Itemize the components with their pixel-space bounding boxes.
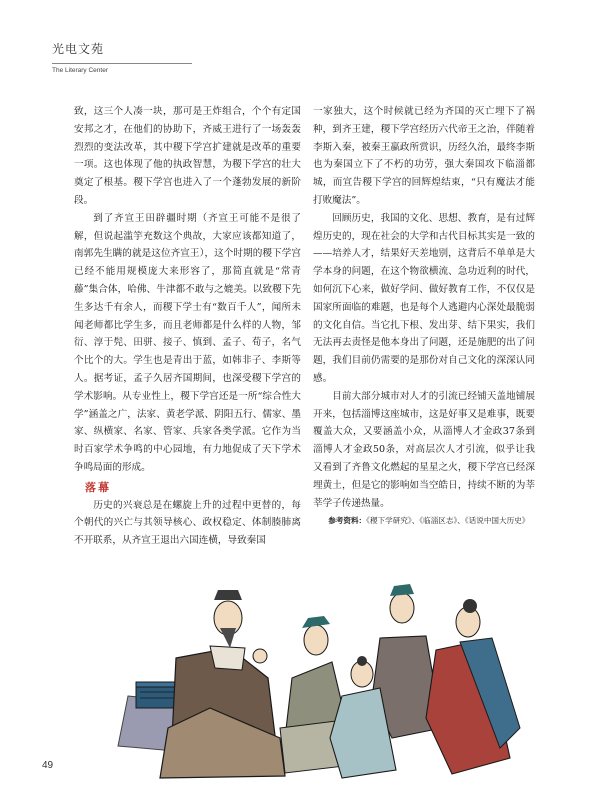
- references: [313, 514, 535, 528]
- book-stack-icon: [136, 682, 178, 708]
- paragraph: 致，这三个人凑一块，那可是王炸组合，个个有定国安邦之才，在他们的协助下，齐威王进行了一场轰轰烈烈的变法改革，其中稷下学宫扩建就是改革的重要一项。这也体现了他的执政智慧，为稷下学宫的壮大奠定了根基。稷下学宫也进入了一个蓬勃发展的新阶段。: [74, 106, 301, 206]
- section-heading: 落幕: [85, 480, 111, 494]
- scholars-teaching-illustration: [80, 578, 560, 793]
- references-label: 参考资料：: [328, 516, 367, 526]
- references-list: 《稷下学研究》、《临淄区志》、《话说中国大历史》: [366, 516, 530, 526]
- right-text-column: [313, 103, 535, 528]
- header-divider: [52, 63, 192, 64]
- master-scholar-figure: [160, 590, 285, 778]
- magazine-section-title: 光电文苑: [52, 42, 105, 56]
- student-figure: [426, 599, 520, 774]
- left-text-column: [74, 103, 301, 550]
- running-header: [52, 40, 192, 74]
- paragraph: 回顾历史，我国的文化、思想、教育，是有过辉煌历史的，现在社会的大学和古代目标其实是一致的——培养人才，结果好天差地别，这背后不单单是大学本身的问题，在这个物欲横流、急功近利的时代，如何沉下心来，做好学问、做好教育工作，不仅仅是国家所面临的难题，也是每个人逃避内心深处最脆弱的文化自信。当它扎下根、发出芽、结下果实，我们无法再去责怪是他本身出了问题，还是施肥的出了问题，我们目前仍需要的是那份对自己文化的深深认同感。: [313, 212, 535, 384]
- paragraph: 历史的兴衰总是在螺旋上升的过程中更替的，每个朝代的兴亡与其领导核心、政权稳定、体制腠肺离不开联系，从齐宣王退出六国连横，导致秦国: [74, 499, 301, 547]
- paragraph: 目前大部分城市对人才的引流已经铺天盖地铺展开来，包括淄博这座城市，这是好事又是难事，既要覆盖大众，又要涵盖小众，从淄博人才金政37条到淄博人才金政50条，对高层次人才引流，似乎让我又看到了齐鲁文化燃起的星星之火，稷下学宫已经深埋黄土，但是它的影响如当空皓日，持续不断的为莘莘学子传递热量。: [313, 390, 535, 509]
- paragraph: 到了齐宣王田辟疆时期（齐宣王可能不是很了解，但说起滥竽充数这个典故，大家应该都知道了，南郭先生瞒的就是这位齐宣王），这个时期的稷下学宫已经不能用规模庞大来形容了，那简直就是“常青藤”集合体，哈佛、牛津都不敢与之媲美。以致稷下先生多达千有余人，而稷下学士有“数百千人”，闻所未闻老师都比学生多，而且老师都是什么样的人物，邹衍、淳于髡、田骈、接子、慎到、孟子、荀子，名气个比个的大。学生也是青出于蓝，如韩非子、李斯等人。据考证，孟子久居齐国期间，也深受稷下学宫的学术影响。从专业性上，稷下学宫还是一所“综合性大学”涵盖之广，法家、黄老学派、阴阳五行、儒家、墨家、纵横家、名家、管家、兵家各类学派。它作为当时百家学术争鸣的中心园地，有力地促成了天下学术争鸣局面的形成。: [74, 212, 301, 473]
- page-number: 49: [42, 760, 54, 771]
- magazine-section-subtitle: The Literary Center: [52, 67, 108, 74]
- paragraph: 一家独大，这个时候就已经为齐国的灭亡埋下了祸种，到齐王建，稷下学宫经历六代帝王之治，伴随着李斯入秦，被秦王嬴政所赏识，历经久治，最终李斯也为秦国立下了不朽的功劳，强大秦国攻下临淄都城，而宣告稷下学宫的回辉煌结束，“只有魔法才能打败魔法”。: [313, 106, 535, 206]
